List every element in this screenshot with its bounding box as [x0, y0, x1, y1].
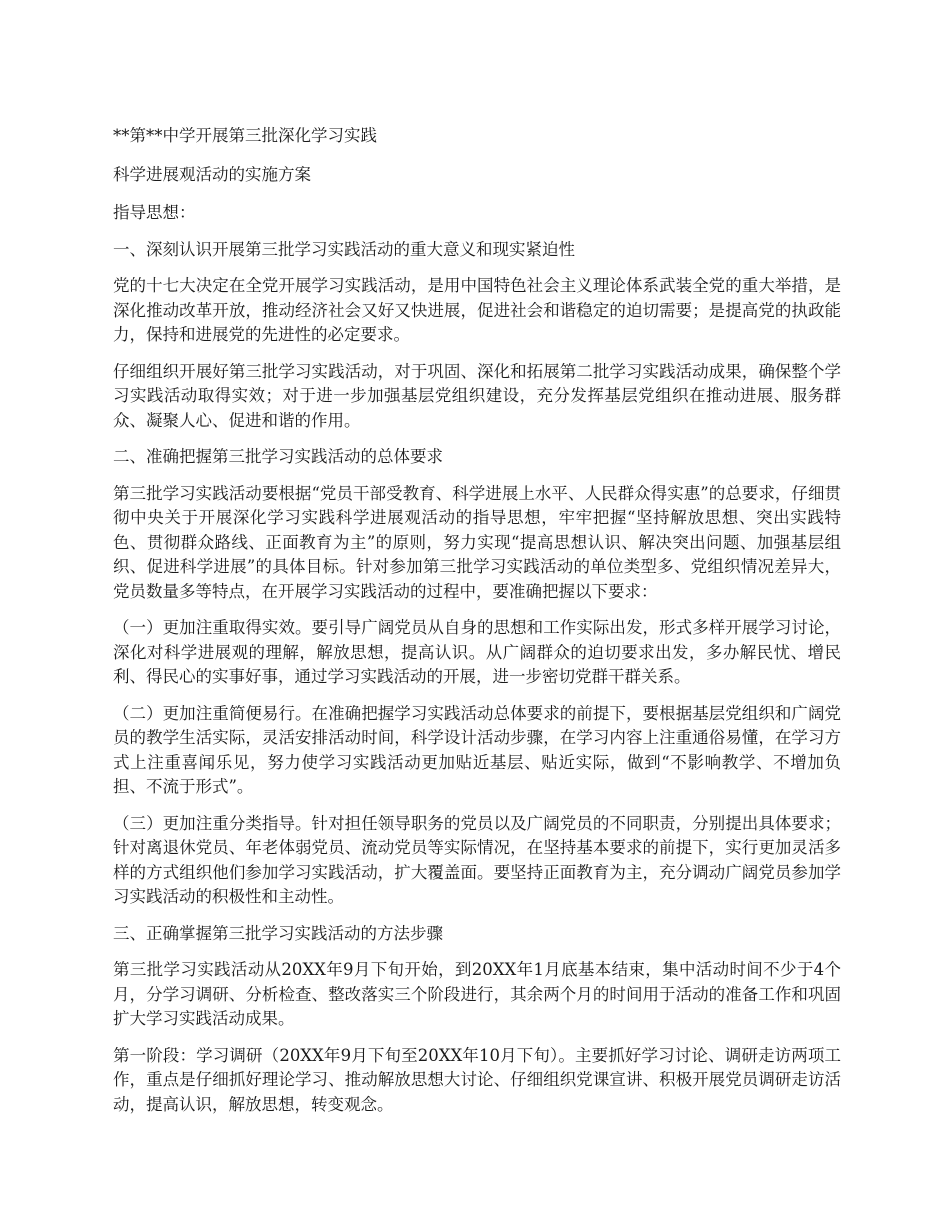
- document-title-line1: **第**中学开展第三批深化学习实践: [113, 126, 377, 145]
- section1-paragraph-2: 仔细组织开展好第三批学习实践活动，对于巩固、深化和拓展第二批学习实践活动成果，确保整个学习实践活动取得实效；对于进一步加强基层党组织建设，充分发挥基层党组织在推动进展、服务群众、凝聚人心、促进和谐的作用。: [113, 361, 841, 430]
- section2-item-3: （三）更加注重分类指导。针对担任领导职务的党员以及广阔党员的不同职责，分别提出具体要求；针对离退休党员、年老体弱党员、流动党员等实际情况，在坚持基本要求的前提下，实行更加灵活多样的方式组织他们参加学习实践活动，扩大覆盖面。要坚持正面教育为主，充分调动广阔党员参加学习实践活动的积极性和主动性。: [113, 813, 841, 906]
- section1-heading: 一、深刻认识开展第三批学习实践活动的重大意义和现实紧迫性: [113, 239, 575, 259]
- section2-heading: 二、准确把握第三批学习实践活动的总体要求: [113, 447, 443, 466]
- document-title-line2: 科学进展观活动的实施方案: [113, 164, 311, 184]
- guiding-label: 指导思想：: [113, 203, 196, 222]
- section3-heading: 三、正确掌握第三批学习实践活动的方法步骤: [113, 923, 443, 943]
- section2-item-2: （二）更加注重简便易行。在准确把握学习实践活动总体要求的前提下，要根据基层党组织和广阔党员的教学生活实际，灵活安排活动时间，科学设计活动步骤，在学习内容上注重通俗易懂，在学习方式上注重喜闻乐见，努力使学习实践活动更加贴近基层、贴近实际，做到“不影响教学、不增加负担、不流于形式”。: [113, 703, 841, 796]
- section1-paragraph-1: 党的十七大决定在全党开展学习实践活动，是用中国特色社会主义理论体系武装全党的重大举措，是深化推动改革开放，推动经济社会又好又快进展，促进社会和谐稳定的迫切需要；是提高党的执政能力，保持和进展党的先进性的必定要求。: [113, 276, 841, 344]
- section3-stage-1: 第一阶段：学习调研（20XX年9月下旬至20XX年10月下旬）。主要抓好学习讨论、调研走访两项工作，重点是仔细抓好理论学习、推动解放思想大讨论、仔细组织党课宣讲、积极开展党员调研走访活动，提高认识，解放思想，转变观念。: [113, 1045, 841, 1114]
- section2-paragraph-1: 第三批学习实践活动要根据“党员干部受教育、科学进展上水平、人民群众得实惠”的总要求，仔细贯彻中央关于开展深化学习实践科学进展观活动的指导思想，牢牢把握“坚持解放思想、突出实践特色、贯彻群众路线、正面教育为主”的原则，努力实现“提高思想认识、解决突出问题、加强基层组织、促进科学进展”的具体目标。针对参加第三批学习实践活动的单位类型多、党组织情况差异大，党员数量多等特点，在开展学习实践活动的过程中，要准确把握以下要求：: [113, 483, 841, 601]
- document-body: [113, 124, 841, 1129]
- section2-item-1: （一）更加注重取得实效。要引导广阔党员从自身的思想和工作实际出发，形式多样开展学习讨论，深化对科学进展观的理解，解放思想，提高认识。从广阔群众的迫切要求出发，多办解民忧、增民利、得民心的实事好事，通过学习实践活动的开展，进一步密切党群干群关系。: [113, 618, 841, 686]
- section3-paragraph-1: 第三批学习实践活动从20XX年9月下旬开始，到20XX年1月底基本结束，集中活动时间不少于4个月，分学习调研、分析检查、整改落实三个阶段进行，其余两个月的时间用于活动的准备工作和巩固扩大学习实践活动成果。: [113, 960, 841, 1028]
